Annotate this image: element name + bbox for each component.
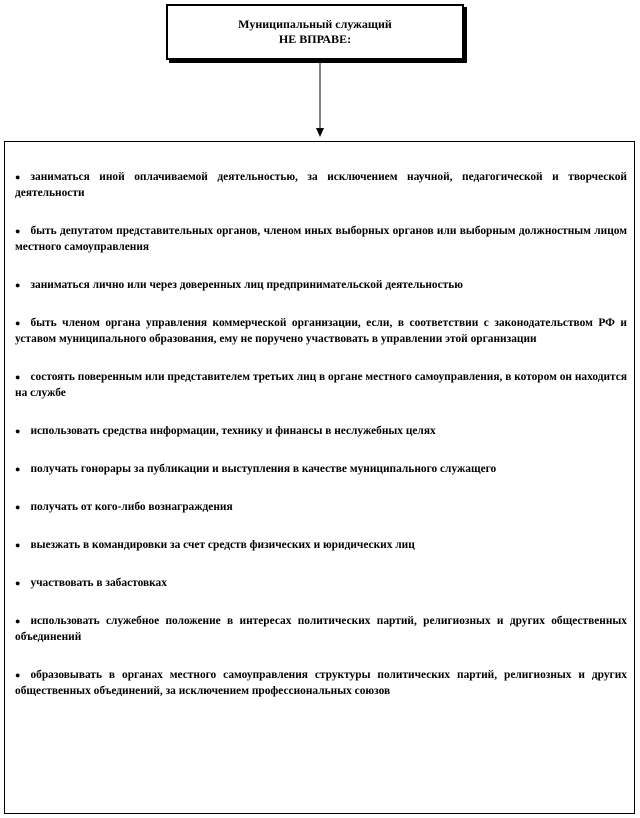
list-item [15, 613, 627, 645]
list-item-text: быть депутатом представительных органов, членом иных выборных органов или выборным должностным лицом местного самоуправления [15, 225, 627, 253]
bullet-icon: ● [15, 540, 21, 550]
bullet-icon: ● [15, 578, 21, 588]
bullet-icon: ● [15, 226, 21, 236]
bullet-icon: ● [15, 502, 21, 512]
list-item-text: участвовать в забастовках [30, 577, 167, 589]
list-item-text: выезжать в командировки за счет средств физических и юридических лиц [30, 539, 415, 551]
bullet-icon: ● [15, 426, 21, 436]
list-item [15, 461, 627, 477]
bullet-icon: ● [15, 372, 21, 382]
list-item-text: использовать средства информации, технику и финансы в неслужебных целях [30, 425, 436, 437]
list-item [15, 575, 627, 591]
list-item-text: получать от кого-либо вознаграждения [30, 501, 233, 513]
list-item [15, 499, 627, 515]
title-line-2: НЕ ВПРАВЕ: [278, 32, 352, 46]
list-item [15, 423, 627, 439]
list-item [15, 369, 627, 401]
list-item [15, 667, 627, 699]
list-item [15, 537, 627, 553]
bullet-icon: ● [15, 280, 21, 290]
bullet-icon: ● [15, 670, 21, 680]
list-item-text: состоять поверенным или представителем третьих лиц в органе местного самоуправления, в котором он находится на службе [15, 371, 627, 399]
bullet-icon: ● [15, 172, 21, 182]
bullet-icon: ● [15, 464, 21, 474]
restrictions-list [15, 169, 627, 721]
list-item-text: заниматься лично или через доверенных лиц предпринимательской деятельностью [30, 279, 463, 291]
arrow-head-icon [316, 128, 324, 137]
bullet-icon: ● [15, 318, 21, 328]
restrictions-box [4, 141, 635, 814]
list-item-text: получать гонорары за публикации и выступления в качестве муниципального служащего [30, 463, 497, 475]
list-item [15, 277, 627, 293]
title-line-1: Муниципальный служащий [238, 17, 392, 31]
list-item-text: быть членом органа управления коммерческой организации, если, в соответствии с законодательством РФ и уставом муниципального образования, ему не поручено участвовать в управлении этой организации [15, 317, 627, 345]
list-item-text: заниматься иной оплачиваемой деятельностью, за исключением научной, педагогической и творческой деятельности [15, 171, 627, 199]
list-item-text: образовывать в органах местного самоуправления структуры политических партий, религиозных и других общественных объединений, за исключением профессиональных союзов [15, 669, 627, 697]
list-item-text: использовать служебное положение в интересах политических партий, религиозных и других общественных объединений [15, 615, 627, 643]
list-item [15, 315, 627, 347]
bullet-icon: ● [15, 616, 21, 626]
list-item [15, 169, 627, 201]
list-item [15, 223, 627, 255]
